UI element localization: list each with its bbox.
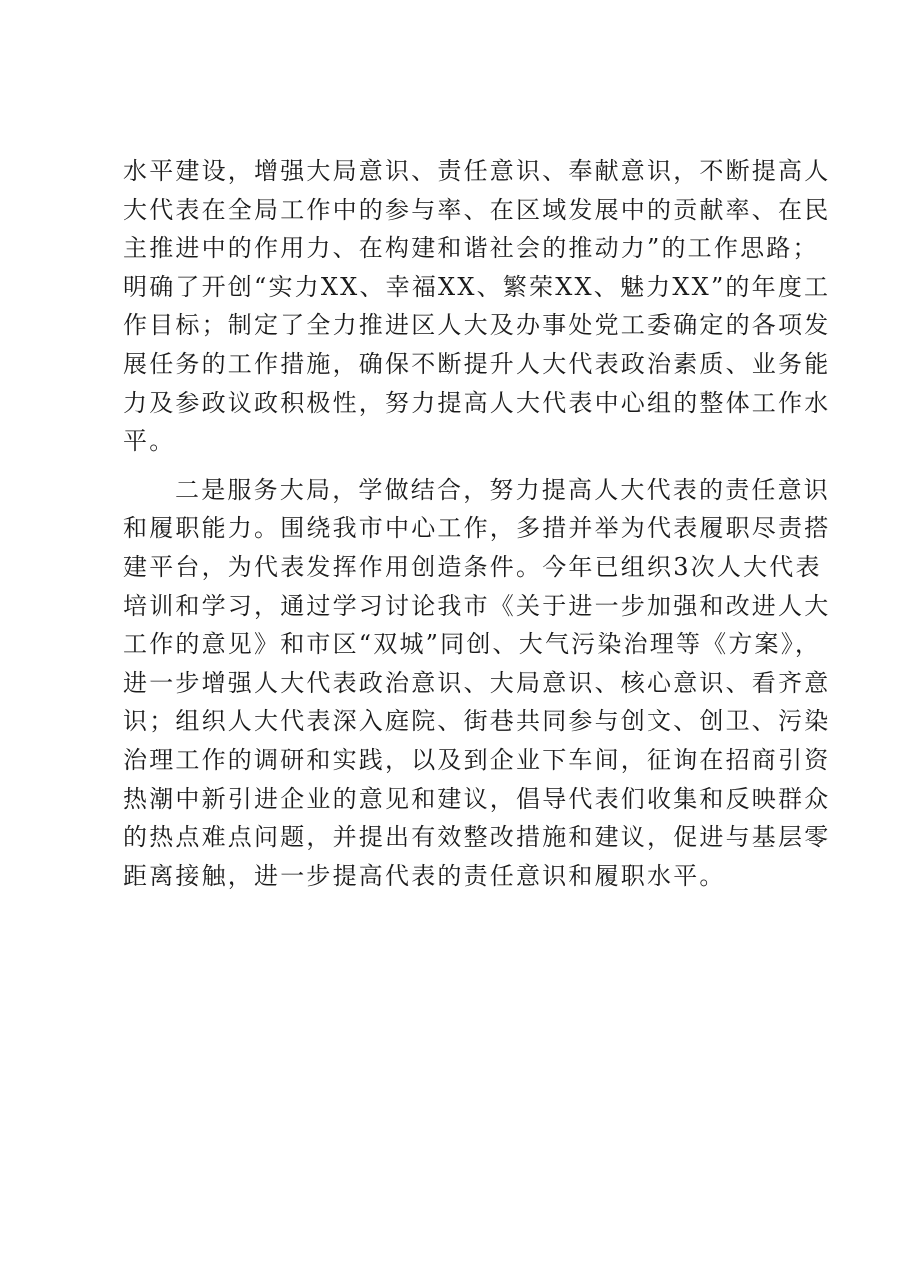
text-line: 工作的意见》和市区“双城”同创、大气污染治理等《方案》， [123,630,822,659]
text-line: 治理工作的调研和实践，以及到企业下车间，征询在招商引资 [123,745,831,774]
text-line: 力及参政议政积极性，努力提高人大代表中心组的整体工作水 [123,388,831,417]
text-line: 展任务的工作措施，确保不断提升人大代表政治素质、业务能 [123,349,831,378]
document-body [123,152,831,895]
paragraph-1 [123,152,831,461]
text-line: 进一步增强人大代表政治意识、大局意识、核心意识、看齐意 [123,668,831,697]
text-line: 热潮中新引进企业的意见和建议，倡导代表们收集和反映群众 [123,784,831,813]
text-line: 建平台，为代表发挥作用创造条件。今年已组织3次人大代表 [123,552,822,581]
text-line: 和履职能力。围绕我市中心工作，多措并举为代表履职尽责搭 [123,514,831,543]
text-line: 主推进中的作用力、在构建和谐社会的推动力”的工作思路； [123,234,819,263]
text-line: 培训和学习，通过学习讨论我市《关于进一步加强和改进人大 [123,591,831,620]
text-line: 识；组织人大代表深入庭院、街巷共同参与创文、创卫、污染 [123,707,831,736]
text-line: 水平建设，增强大局意识、责任意识、奉献意识，不断提高人 [123,157,831,185]
paragraph-2 [123,471,831,896]
text-line: 平。 [123,427,176,456]
text-line: 大代表在全局工作中的参与率、在区域发展中的贡献率、在民 [123,195,831,224]
text-line: 的热点难点问题，并提出有效整改措施和建议，促进与基层零 [123,823,831,852]
text-line: 明确了开创“实力XX、幸福XX、繁荣XX、魅力XX”的年度工 [123,272,831,301]
text-line: 二是服务大局，学做结合，努力提高人大代表的责任意识 [175,475,830,504]
text-line: 作目标；制定了全力推进区人大及办事处党工委确定的各项发 [123,311,831,340]
text-line: 距离接触，进一步提高代表的责任意识和履职水平。 [123,861,726,890]
